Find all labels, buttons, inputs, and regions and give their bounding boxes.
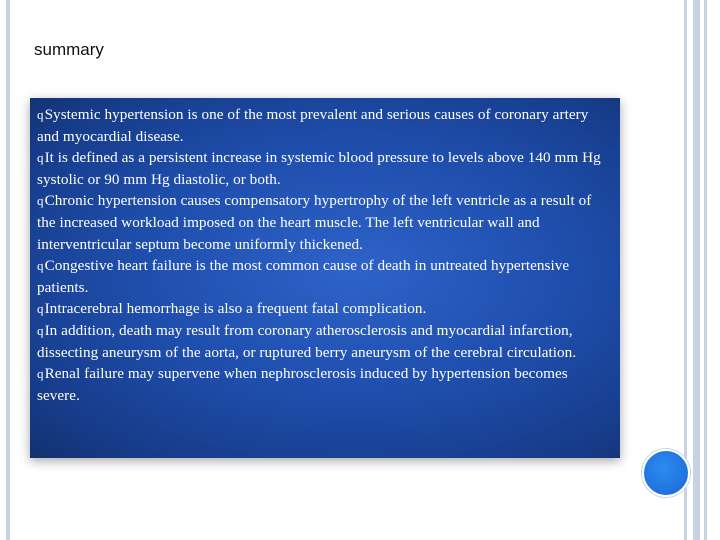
bullet-item [37, 363, 610, 406]
bullet-icon: q [37, 258, 44, 274]
right-decorative-rule [693, 0, 700, 540]
content-panel [30, 98, 620, 458]
decorative-circle-icon [642, 449, 690, 497]
bullet-text: Renal failure may supervene when nephrosclerosis induced by hypertension becomes severe. [37, 365, 568, 404]
left-decorative-rule [6, 0, 10, 540]
bullet-icon: q [37, 193, 44, 209]
bullet-icon: q [37, 301, 44, 317]
bullet-item [37, 255, 610, 298]
bullet-item [37, 320, 610, 363]
bullet-item [37, 298, 610, 320]
bullet-item [37, 147, 610, 190]
bullet-icon: q [37, 150, 44, 166]
bullet-item [37, 104, 610, 147]
bullet-icon: q [37, 366, 44, 382]
bullet-text: Chronic hypertension causes compensatory hypertrophy of the left ventricle as a result of the increased workload imposed on the heart muscle. The left ventricular wall and interventricular septum become uniformly thickened. [37, 192, 592, 253]
bullet-text: Congestive heart failure is the most common cause of death in untreated hypertensive patients. [37, 257, 570, 296]
right-decorative-rule [704, 0, 707, 540]
bullet-text: Systemic hypertension is one of the most prevalent and serious causes of coronary artery and myocardial disease. [37, 106, 589, 145]
bullet-text: Intracerebral hemorrhage is also a frequent fatal complication. [44, 300, 427, 318]
bullet-icon: q [37, 322, 44, 338]
bullet-item [37, 190, 610, 255]
bullet-text: In addition, death may result from coronary atherosclerosis and myocardial infarction, dissecting aneurysm of the aorta, or ruptured berry aneurysm of the cerebral circulation. [37, 321, 577, 361]
bullet-list [37, 104, 610, 406]
bullet-icon: q [37, 107, 44, 122]
slide-title: summary [34, 40, 104, 59]
bullet-text: It is defined as a persistent increase in systemic blood pressure to levels above 140 mm Hg systolic or 90 mm Hg diastolic, or both. [37, 149, 601, 188]
